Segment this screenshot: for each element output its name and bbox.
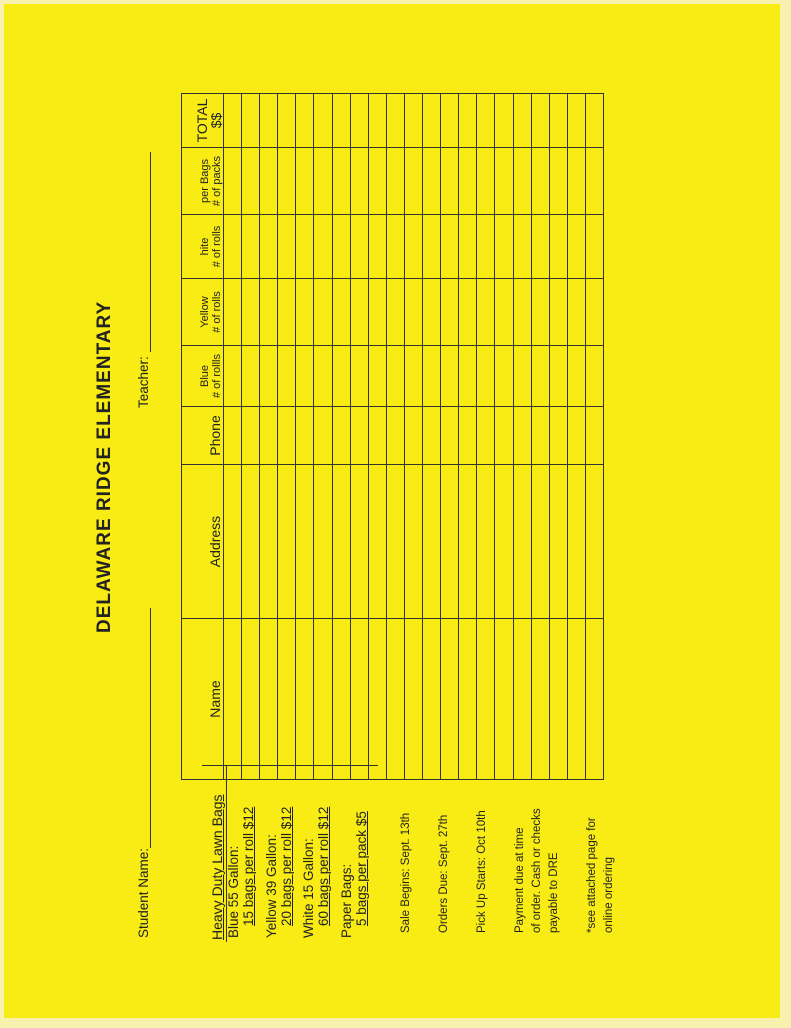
table-cell[interactable] [350,279,368,346]
col-phone: Phone [182,407,224,465]
table-cell[interactable] [332,215,350,279]
table-cell[interactable] [477,407,495,465]
table-cell[interactable] [332,346,350,407]
table-cell[interactable] [531,215,549,279]
table-cell[interactable] [224,279,242,346]
table-cell[interactable] [242,465,260,619]
table-cell[interactable] [567,619,585,780]
table-cell[interactable] [531,346,549,407]
table-cell[interactable] [314,279,332,346]
table-cell[interactable] [350,407,368,465]
table-row [567,94,585,780]
table-row [278,94,296,780]
table-cell[interactable] [567,279,585,346]
table-header-row [182,94,224,780]
table-cell[interactable] [314,148,332,215]
order-table [181,93,604,780]
table-row [386,94,404,780]
col-blue: Blue # of rollls [182,346,224,407]
table-cell[interactable] [423,215,441,279]
table-cell[interactable] [441,215,459,279]
table-cell[interactable] [495,94,513,148]
student-name-label: Student Name: [136,847,151,938]
table-cell[interactable] [495,619,513,780]
table-cell[interactable] [459,465,477,619]
table-cell[interactable] [495,346,513,407]
table-cell[interactable] [260,465,278,619]
sale-begins-note: Sale Begins: Sept. 13th [400,812,412,933]
table-cell[interactable] [404,465,422,619]
table-cell[interactable] [332,619,350,780]
table-cell[interactable] [224,619,242,780]
table-cell[interactable] [350,465,368,619]
table-cell[interactable] [477,215,495,279]
table-cell[interactable] [459,94,477,148]
table-row [459,94,477,780]
table-cell[interactable] [513,465,531,619]
table-cell[interactable] [531,148,549,215]
table-cell[interactable] [531,94,549,148]
table-cell[interactable] [459,346,477,407]
table-cell[interactable] [585,407,603,465]
table-cell[interactable] [386,465,404,619]
table-cell[interactable] [332,407,350,465]
table-cell[interactable] [224,346,242,407]
table-cell[interactable] [350,346,368,407]
table-cell[interactable] [423,346,441,407]
table-cell[interactable] [567,346,585,407]
table-cell[interactable] [423,94,441,148]
table-cell[interactable] [368,279,386,346]
table-cell[interactable] [404,215,422,279]
table-cell[interactable] [260,148,278,215]
table-cell[interactable] [242,215,260,279]
product-white: White 15 Gallon: 60 bags per roll $12 [301,806,331,938]
table-cell[interactable] [296,465,314,619]
product-blue: Blue 55 Gallon: 15 bags per roll $12 [226,806,256,938]
table-cell[interactable] [459,619,477,780]
table-cell[interactable] [531,619,549,780]
table-cell[interactable] [477,148,495,215]
table-cell[interactable] [513,619,531,780]
table-cell[interactable] [404,619,422,780]
teacher-label: Teacher: [136,356,151,408]
table-cell[interactable] [441,619,459,780]
table-cell[interactable] [477,346,495,407]
table-cell[interactable] [278,619,296,780]
table-row [585,94,603,780]
table-cell[interactable] [567,215,585,279]
col-yellow: Yellow # of rolls [182,279,224,346]
table-cell[interactable] [441,279,459,346]
table-cell[interactable] [531,279,549,346]
table-cell[interactable] [314,619,332,780]
table-cell[interactable] [278,215,296,279]
table-cell[interactable] [567,465,585,619]
table-cell[interactable] [386,619,404,780]
table-cell[interactable] [368,94,386,148]
table-row [549,94,567,780]
table-cell[interactable] [350,94,368,148]
table-cell[interactable] [296,346,314,407]
table-cell[interactable] [278,148,296,215]
table-cell[interactable] [404,279,422,346]
table-cell[interactable] [495,215,513,279]
col-white: hite # of rolls [182,215,224,279]
col-address: Address [182,465,224,619]
table-cell[interactable] [224,407,242,465]
table-cell[interactable] [278,279,296,346]
table-cell[interactable] [549,407,567,465]
table-cell[interactable] [404,407,422,465]
table-cell[interactable] [441,148,459,215]
table-row [242,94,260,780]
table-cell[interactable] [585,465,603,619]
table-row [441,94,459,780]
table-cell[interactable] [531,465,549,619]
table-row [477,94,495,780]
student-name-line[interactable] [150,608,151,848]
table-row [260,94,278,780]
online-note: *see attached page for online ordering [586,817,615,933]
table-cell[interactable] [404,94,422,148]
table-cell[interactable] [513,407,531,465]
table-cell[interactable] [477,94,495,148]
table-cell[interactable] [242,619,260,780]
table-cell[interactable] [350,619,368,780]
table-cell[interactable] [423,619,441,780]
table-cell[interactable] [386,279,404,346]
table-cell[interactable] [242,407,260,465]
table-cell[interactable] [368,215,386,279]
table-cell[interactable] [386,215,404,279]
product-paper: Paper Bags: 5 bags per pack $5 [339,811,369,938]
table-cell[interactable] [260,407,278,465]
table-cell[interactable] [386,148,404,215]
table-cell[interactable] [567,94,585,148]
table-cell[interactable] [278,94,296,148]
table-cell[interactable] [423,465,441,619]
table-row [404,94,422,780]
table-cell[interactable] [368,619,386,780]
table-cell[interactable] [423,279,441,346]
table-cell[interactable] [332,94,350,148]
table-cell[interactable] [423,148,441,215]
payment-note: Payment due at time of order. Cash or checks payable to DRE [514,808,560,933]
table-cell[interactable] [495,407,513,465]
table-cell[interactable] [404,346,422,407]
table-cell[interactable] [242,94,260,148]
table-row [350,94,368,780]
table-cell[interactable] [224,94,242,148]
table-row [332,94,350,780]
table-cell[interactable] [332,465,350,619]
product-header-rule [226,766,227,942]
table-cell[interactable] [296,94,314,148]
table-cell[interactable] [242,279,260,346]
table-cell[interactable] [585,94,603,148]
table-row [495,94,513,780]
table-cell[interactable] [495,148,513,215]
table-cell[interactable] [513,279,531,346]
table-row [296,94,314,780]
table-cell[interactable] [495,465,513,619]
table-cell[interactable] [441,346,459,407]
table-cell[interactable] [296,619,314,780]
table-cell[interactable] [368,148,386,215]
table-cell[interactable] [477,619,495,780]
table-cell[interactable] [314,215,332,279]
table-cell[interactable] [386,94,404,148]
table-cell[interactable] [224,148,242,215]
table-cell[interactable] [585,346,603,407]
table-cell[interactable] [296,279,314,346]
table-cell[interactable] [585,148,603,215]
table-cell[interactable] [585,215,603,279]
table-cell[interactable] [513,94,531,148]
table-row [314,94,332,780]
table-cell[interactable] [549,94,567,148]
table-cell[interactable] [459,148,477,215]
table-cell[interactable] [260,279,278,346]
teacher-name-line[interactable] [150,152,151,352]
table-cell[interactable] [459,215,477,279]
table-row [423,94,441,780]
table-cell[interactable] [477,279,495,346]
table-cell[interactable] [296,215,314,279]
order-form-sheet [4,4,780,1018]
pickup-note: Pick Up Starts: Oct 10th [476,810,488,933]
products-header: Heavy Duty Lawn Bags [209,794,225,940]
table-cell[interactable] [404,148,422,215]
col-paper: per Bags # of packs [182,148,224,215]
table-cell[interactable] [260,94,278,148]
table-cell[interactable] [242,148,260,215]
table-cell[interactable] [585,279,603,346]
table-cell[interactable] [260,215,278,279]
table-cell[interactable] [368,465,386,619]
table-row [513,94,531,780]
table-cell[interactable] [314,94,332,148]
table-cell[interactable] [386,346,404,407]
table-cell[interactable] [495,279,513,346]
table-cell[interactable] [332,279,350,346]
rotated-form [4,4,791,1028]
table-cell[interactable] [441,94,459,148]
table-cell[interactable] [224,465,242,619]
table-cell[interactable] [296,407,314,465]
table-cell[interactable] [423,407,441,465]
table-row [531,94,549,780]
product-yellow: Yellow 39 Gallon: 20 bags per roll $12 [264,806,294,938]
table-cell[interactable] [278,346,296,407]
table-cell[interactable] [296,148,314,215]
table-cell[interactable] [314,346,332,407]
table-cell[interactable] [441,407,459,465]
table-cell[interactable] [549,465,567,619]
table-cell[interactable] [459,279,477,346]
table-row [368,94,386,780]
col-total: TOTAL $$ [182,94,224,148]
table-cell[interactable] [332,148,350,215]
table-cell[interactable] [549,279,567,346]
table-cell[interactable] [513,215,531,279]
table-cell[interactable] [350,148,368,215]
table-cell[interactable] [477,465,495,619]
col-name: Name [182,619,224,780]
table-cell[interactable] [278,407,296,465]
table-cell[interactable] [531,407,549,465]
table-cell[interactable] [386,407,404,465]
page-title: DELAWARE RIDGE ELEMENTARY [94,300,115,633]
table-cell[interactable] [513,148,531,215]
table-cell[interactable] [260,346,278,407]
table-cell[interactable] [549,215,567,279]
table-cell[interactable] [278,465,296,619]
table-cell[interactable] [314,465,332,619]
table-cell[interactable] [368,346,386,407]
table-cell[interactable] [513,346,531,407]
table-cell[interactable] [368,407,386,465]
table-cell[interactable] [567,148,585,215]
table-cell[interactable] [350,215,368,279]
table-row [224,94,242,780]
table-cell[interactable] [459,407,477,465]
table-cell[interactable] [549,346,567,407]
table-cell[interactable] [567,407,585,465]
table-cell[interactable] [549,148,567,215]
table-cell[interactable] [224,215,242,279]
table-cell[interactable] [549,619,567,780]
orders-due-note: Orders Due: Sept. 27th [438,814,450,933]
table-cell[interactable] [260,619,278,780]
table-cell[interactable] [585,619,603,780]
table-cell[interactable] [441,465,459,619]
table-cell[interactable] [314,407,332,465]
table-cell[interactable] [242,346,260,407]
